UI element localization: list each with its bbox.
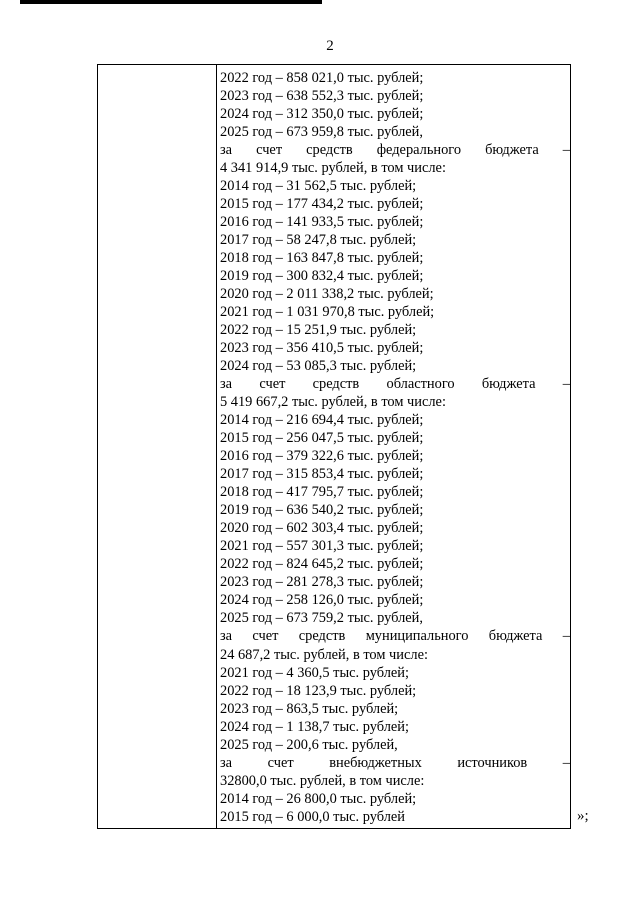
- funding-line: 2015 год – 256 047,5 тыс. рублей;: [220, 430, 424, 447]
- word: –: [562, 142, 570, 159]
- word: –: [562, 628, 570, 645]
- funding-line: 24 687,2 тыс. рублей, в том числе:: [220, 646, 428, 663]
- funding-line: 2024 год – 1 138,7 тыс. рублей;: [220, 718, 409, 735]
- word: счет: [259, 376, 286, 393]
- funding-line: 4 341 914,9 тыс. рублей, в том числе:: [220, 160, 446, 177]
- word: средств: [306, 142, 353, 159]
- funding-line: 2017 год – 58 247,8 тыс. рублей;: [220, 232, 417, 249]
- word: федерального: [376, 142, 462, 159]
- funding-line: 2021 год – 1 031 970,8 тыс. рублей;: [220, 304, 435, 321]
- funding-line: 2025 год – 673 759,2 тыс. рублей,: [220, 610, 423, 627]
- funding-line: 2018 год – 163 847,8 тыс. рублей;: [220, 250, 424, 267]
- funding-line: 2024 год – 53 085,3 тыс. рублей;: [220, 358, 417, 375]
- funding-line: 2023 год – 281 278,3 тыс. рублей;: [220, 574, 424, 591]
- funding-line: 2016 год – 379 322,6 тыс. рублей;: [220, 448, 424, 465]
- funding-line: 2023 год – 356 410,5 тыс. рублей;: [220, 340, 424, 357]
- word: за: [220, 628, 233, 645]
- funding-line: 2018 год – 417 795,7 тыс. рублей;: [220, 484, 424, 501]
- word: источников: [457, 754, 528, 771]
- word: внебюджетных: [329, 754, 422, 771]
- word: –: [562, 376, 570, 393]
- funding-line: 2025 год – 673 959,8 тыс. рублей,: [220, 124, 423, 141]
- page-number: 2: [326, 38, 334, 54]
- funding-line: 32800,0 тыс. рублей, в том числе:: [220, 772, 425, 789]
- funding-table: [97, 64, 571, 829]
- funding-source-line: [220, 627, 570, 645]
- column-divider: [216, 65, 217, 828]
- funding-line: 2019 год – 300 832,4 тыс. рублей;: [220, 268, 424, 285]
- word: счет: [256, 142, 283, 159]
- word: за: [220, 142, 233, 159]
- funding-line: 2014 год – 31 562,5 тыс. рублей;: [220, 178, 417, 195]
- funding-line: 2022 год – 824 645,2 тыс. рублей;: [220, 556, 424, 573]
- funding-line: 5 419 667,2 тыс. рублей, в том числе:: [220, 394, 446, 411]
- funding-line: 2021 год – 4 360,5 тыс. рублей;: [220, 664, 409, 681]
- funding-line: 2023 год – 863,5 тыс. рублей;: [220, 700, 399, 717]
- funding-line: 2023 год – 638 552,3 тыс. рублей;: [220, 88, 424, 105]
- word: средств: [298, 628, 346, 645]
- funding-line: 2022 год – 18 123,9 тыс. рублей;: [220, 682, 417, 699]
- word: счет: [252, 628, 279, 645]
- funding-line: 2020 год – 602 303,4 тыс. рублей;: [220, 520, 424, 537]
- word: бюджета: [488, 628, 543, 645]
- word: средств: [312, 376, 360, 393]
- funding-text-cell: [220, 69, 570, 826]
- funding-line: 2014 год – 26 800,0 тыс. рублей;: [220, 790, 417, 807]
- word: областного: [386, 376, 455, 393]
- funding-line: 2024 год – 312 350,0 тыс. рублей;: [220, 106, 424, 123]
- word: бюджета: [485, 142, 539, 159]
- top-rule: [20, 0, 322, 4]
- funding-source-line: [220, 754, 570, 772]
- word: –: [562, 754, 570, 771]
- funding-line: 2017 год – 315 853,4 тыс. рублей;: [220, 466, 424, 483]
- word: бюджета: [481, 376, 536, 393]
- funding-line: 2024 год – 258 126,0 тыс. рублей;: [220, 592, 424, 609]
- funding-line: 2021 год – 557 301,3 тыс. рублей;: [220, 538, 424, 555]
- funding-line: 2015 год – 177 434,2 тыс. рублей;: [220, 196, 424, 213]
- word: счет: [267, 754, 294, 771]
- funding-line: 2020 год – 2 011 338,2 тыс. рублей;: [220, 286, 434, 303]
- funding-line: 2014 год – 216 694,4 тыс. рублей;: [220, 412, 424, 429]
- funding-line: 2022 год – 858 021,0 тыс. рублей;: [220, 70, 424, 86]
- funding-source-line: [220, 141, 570, 159]
- funding-source-line: [220, 375, 570, 393]
- funding-line: 2015 год – 6 000,0 тыс. рублей: [220, 808, 405, 825]
- funding-line: 2022 год – 15 251,9 тыс. рублей;: [220, 322, 417, 339]
- funding-line: 2025 год – 200,6 тыс. рублей,: [220, 736, 398, 753]
- closing-quote: »;: [577, 808, 589, 824]
- word: за: [220, 754, 233, 771]
- funding-line: 2019 год – 636 540,2 тыс. рублей;: [220, 502, 424, 519]
- word: муниципального: [365, 628, 469, 645]
- word: за: [220, 376, 233, 393]
- funding-line: 2016 год – 141 933,5 тыс. рублей;: [220, 214, 424, 231]
